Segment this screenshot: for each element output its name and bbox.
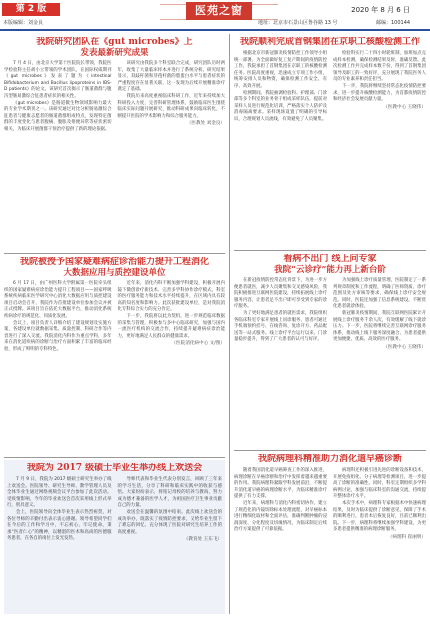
paragraph: 为了更好地满足患者的就医需求，我院组织各临床科室专家开展线上问诊服务，患者可通过手机端预约挂号、在线咨询、复诊开方、药品配送等一站式服务。线上诊疗平台运行以来，门诊量稳步提升，得到了广大患者的认可与好评。 [234,310,327,343]
article-headline: 我院为 2017 级硕士毕业生举办线上欢送会 [26,463,203,473]
section-rule [234,450,426,451]
article-byline: （病理科 崔丽明） [387,534,426,540]
article-byline: （医院消化病中心 文/图） [171,341,225,347]
article-body [234,51,426,124]
article-byline: （医教中心 王晓伟） [383,344,426,350]
paragraph: 近年来，消化内科不断加强学科建设，积极开展内镜下微创诊疗新技术，完善多学科协作诊疗模式，科室的医疗服务能力和技术水平持续提升，在区域内具有较高的知名度和影响力。此次获批建设单位，是对我院消化专科综合实力的充分肯定。 [117,281,225,313]
article-headline: 我院病理科精准助力消化道早癌诊断 [257,454,402,464]
column-divider [229,34,230,614]
paragraph: 近年来，病理科与消化内科密切协作，建立了规范化的内镜切除标本处理流程，对早癌标本进行精细化取材和全面评估，准确判断肿瘤的浸润深度、分化程度及切缘情况，为临床制定后续治疗方案提供了可靠依据。 [234,500,327,533]
paragraph: 《gut microbes》是肠道微生物领域影响力最大的专业学术期刊之一。该研究通过对比分析肠易激综合征患者与健康志愿者的肠道菌群组成特点，发现特定菌群的丰度变化与患者腹痛、腹胀及排便异常等症状密切相关，为临床开展菌群干预治疗提供了新的理论依据。 [4,100,112,132]
paragraph: 会上，医院领导向全体毕业生表示热烈祝贺，对各位导师的辛勤付出表示衷心感谢。领导希望同学们在今后的工作和学习中，不忘初心、牢记使命，秉承“医者仁心”的精神，以精湛的医术和高尚的医德服务患者，在各自的岗位上发光发热。 [7,509,112,542]
article-body [4,61,225,134]
paragraph: 在新冠疫情防控常态化背景下，为进一步方便患者就医，减少人员聚集和交叉感染风险，我院积极推进互联网医院建设，持续拓展线上诊疗服务内容，让患者足不出户即可享受到专家的诊疗服务。 [234,278,327,310]
article-headline: 我院被授予国家疑难病症诊治能力提升工程消化 [19,257,209,267]
postcode: 邮编：100144 [376,20,411,26]
paragraph: 欢送会在温馨的氛围中结束。此次线上欢送会的成功举办，既落实了疫情防控要求，又给毕业生留下了难忘的回忆，充分体现了医院对研究生培养工作的高度重视。 [117,509,222,535]
paragraph: 下一步，我院将继续坚持常态化疫情防控要求，进一步提升核酸检测能力，为首都疫情防控和经济社会发展贡献力量。 [333,83,426,103]
masthead-rule [0,29,430,31]
article-graduation [7,463,222,612]
article-early-cancer [234,454,426,614]
paragraph: 该研究由我院多个科室联合完成，研究团队历时两年，收集了大量临床样本并进行了系统分析。研究结果显示，双歧杆菌和芽孢杆菌的脂蛋白水平与患者症状的严重程度存在显著关联，这一发现为后续开展精准诊疗奠定了基础。 [117,61,225,93]
article-headline: 我院研究团队在《gut microbes》上 [36,37,193,47]
article-nucleic-testing [234,37,426,247]
article-subhead: 大数据应用与质控建设单位 [63,268,166,278]
paragraph: 导师代表和毕业生代表分别发言，回顾了三年来的学习生活，分享了科研和临床实践中的收获与感悟。大家纷纷表示，将铭记母校的培养与教诲，努力成为德才兼备的医学人才，为祖国医疗卫生事业贡献自己的力量。 [117,477,222,509]
section-rule [4,457,225,458]
article-body [4,281,225,354]
article-body [234,278,426,351]
article-body [234,468,426,541]
paragraph: 下一步，我院将以此为契机，进一步规范临床数据的采集与管理，积极参与多中心临床研究，加强与国内一流医疗机构的交流合作，持续提升疑难病症诊治能力，更好地满足人民群众的健康需求。 [117,313,225,339]
paragraph: 我院历来高度重视临床科研工作，近年来持续加大科研投入力度，完善科研管理体系，鼓励临床医生围绕临床实际问题开展研究，推动科研成果向临床转化，不断提升医院的学术影响力和综合服务能力。 [117,93,225,119]
paragraph: 随着我国消化道早癌筛查工作的深入推进，病理诊断在早癌诊断和治疗中发挥着越来越重要的作用。我院病理科紧跟学科发展前沿，不断提升消化道早癌的病理诊断水平，为临床精准诊疗提供了有力支撑。 [234,468,327,500]
editor-credit: 本版编辑：刘金良 [3,20,44,26]
paragraph: 为加强线上诊疗质量管理，医院制定了一系列规章制度和工作流程，明确了医师资质、诊疗范围及处方审核等要求，确保线上诊疗安全规范。同时，医院还加强了信息系统建设，不断优化患者就诊体验。 [333,278,426,310]
paragraph: 病理科还积极引进先进的诊断设备和技术，开展免疫组化、分子病理等检测项目，进一步提高了诊断的准确性。同时，科室定期组织多学科病例讨论，加强与临床科室的沟通交流，持续提升整体诊疗水平。 [333,468,426,500]
article-cloud-clinic [234,254,426,447]
article-byline: （医教中心 王晓伟） [383,104,426,110]
paragraph: 检验科实行二十四小时轮班制，加班加点完成样本检测，确保检测结果及时、准确反馈。此次检测工作共完成样本数千份，得到了首钢集团领导及职工的一致好评，充分展现了我院医务人员的专业素养和责任担当。 [333,51,426,83]
section-rule [234,250,426,251]
paragraph: 7 月 9 日，我院为 2017 级硕士研究生举办了线上欢送会。医院领导、研究生导师、教学管理人员及全体毕业生通过网络视频会议平台参加了此次活动。受疫情影响，今年的毕业欢送会首次采用线上形式举行，别具意义。 [7,477,112,509]
article-digestive-bigdata [4,257,225,453]
section-rule [4,253,225,254]
masthead [0,0,430,34]
paragraph: 会议上，项目负责人详细介绍了建设规划及实施方案，各建设单位就数据采集、质量控制、科研合作等内容进行了深入交流。我院消化内科作为重点学科，多年来在消化道疾病的诊断与治疗方面积累了丰富的临床经验，形成了鲜明的专科特色。 [4,320,112,352]
paragraph: 本次手术中，病理科专家根据术中快速病理结果，及时为临床提供了诊断意见，保障了手术的顺利进行。患者术后恢复良好，目前已顺利出院。下一步，病理科将继续加强学科建设，为更多患者提供精准的病理诊断服务。 [333,500,426,533]
article-body [7,477,222,543]
article-byline: （医教处 刘金良） [186,121,225,127]
paragraph: 根据北京市新冠肺炎疫情防控工作领导小组统一部署，为全面做好复工复产期间的疫情防控工作，我院承担了首钢集团在京职工的核酸检测任务。医院高度重视，迅速成立专项工作小组，统筹安排人员和物资，确保检测工作安全、有序、高效开展。 [234,51,327,89]
paragraph: 新冠肺炎疫情期间，我院互联网医院累计开展线上诊疗服务千余人次，有效缓解了线下就诊压力。下一步，医院将继续完善互联网诊疗服务体系，推动线上线下服务深度融合，为患者提供更加便捷、优质、高效的医疗服务。 [333,310,426,343]
paragraph: 7 月 4 日，由北京大学第十医院院长带领，我院医学检验科主任胡小立带领的学术团队，在国际权威期刊《gut microbes》发表了题为《intestinal Bifidobacterium and Bacillus lipoproteins in IBS-D patients》的论文。该研究首次揭示了肠道菌群与腹泻型肠易激综合征患者症状的相关性。 [4,61,112,99]
section-brand: 医苑之窗 [186,2,252,20]
article-subhead: 我院“云诊疗”能力再上新台阶 [274,265,386,275]
page-number-badge: 第 2 版 [2,3,60,16]
paragraph: 6 月 17 日，由广州医科大学附属第一医院牵头组织的国家疑难病症诊治能力提升工程项目——国家呼吸系统疾病临床医学研究中心消化大数据应用与质控建设项目启动会召开，我院作为首批建设单位参加会议并被正式授牌。该项目旨在依托大数据平台，推动消化系统疾病诊疗的规范化、同质化发展。 [4,281,112,319]
article-subhead: 发表最新研究成果 [80,48,149,58]
paragraph: 检测期间，我院抽调检验科、护理部、门诊部等多个科室的业务骨干组成采样队伍，提前对采样人员进行规范化培训，严格落实个人防护及消毒隔离要求。采样现场设置了明确的引导标识，合理规划人员流线，有效避免了人员聚集。 [234,90,327,122]
article-microbes [4,37,225,251]
article-headline: 看病不出门 线上问专家 [283,254,377,264]
article-byline: （教育处 王东飞） [183,537,222,543]
issue-date: 2020 年 8 月 6 日 [351,6,410,14]
article-headline: 我院顺利完成首钢集团在京职工核酸检测工作 [239,37,420,47]
address: 地址：北京市石景山区鲁谷路 13 号 [258,20,338,26]
